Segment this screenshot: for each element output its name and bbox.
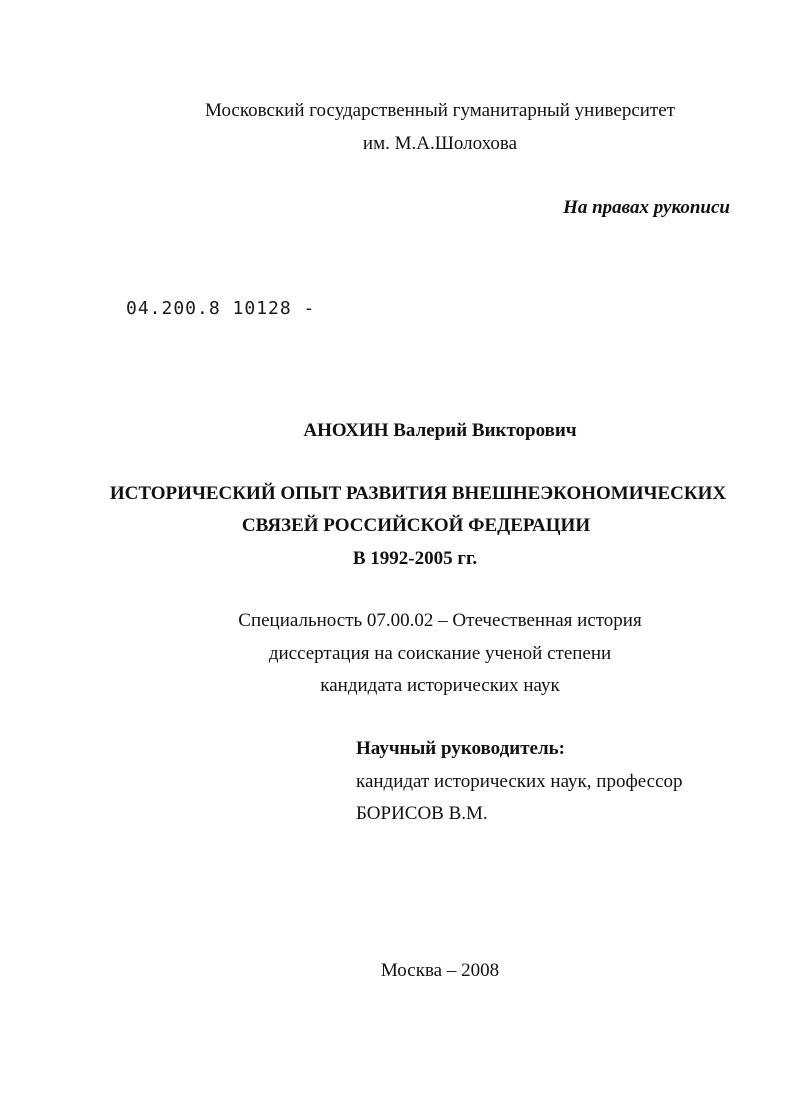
advisor-heading: Научный руководитель: [356,738,565,759]
author-name: АНОХИН Валерий Викторович [303,420,577,441]
manuscript-rights-note: На правах рукописи [563,197,730,218]
advisor-name: БОРИСОВ В.М. [356,803,488,824]
specialty-line: Специальность 07.00.02 – Отечественная история [238,610,642,631]
degree-line-1: диссертация на соискание ученой степени [268,643,612,664]
city-and-year: Москва – 2008 [380,960,500,981]
university-honorific: им. М.А.Шолохова [362,133,518,154]
university-name: Московский государственный гуманитарный университет [205,100,675,121]
dissertation-title-line-2: СВЯЗЕЙ РОССИЙСКОЙ ФЕДЕРАЦИИ [241,515,591,536]
archive-stamp-number: 04.200.8 10128 - [126,298,316,319]
degree-line-2: кандидата исторических наук [320,675,560,696]
dissertation-title-years: В 1992-2005 гг. [352,548,478,569]
advisor-academic-title: кандидат исторических наук, профессор [356,771,683,792]
dissertation-title-line-1: ИСТОРИЧЕСКИЙ ОПЫТ РАЗВИТИЯ ВНЕШНЕЭКОНОМИЧЕСКИХ [109,483,727,504]
